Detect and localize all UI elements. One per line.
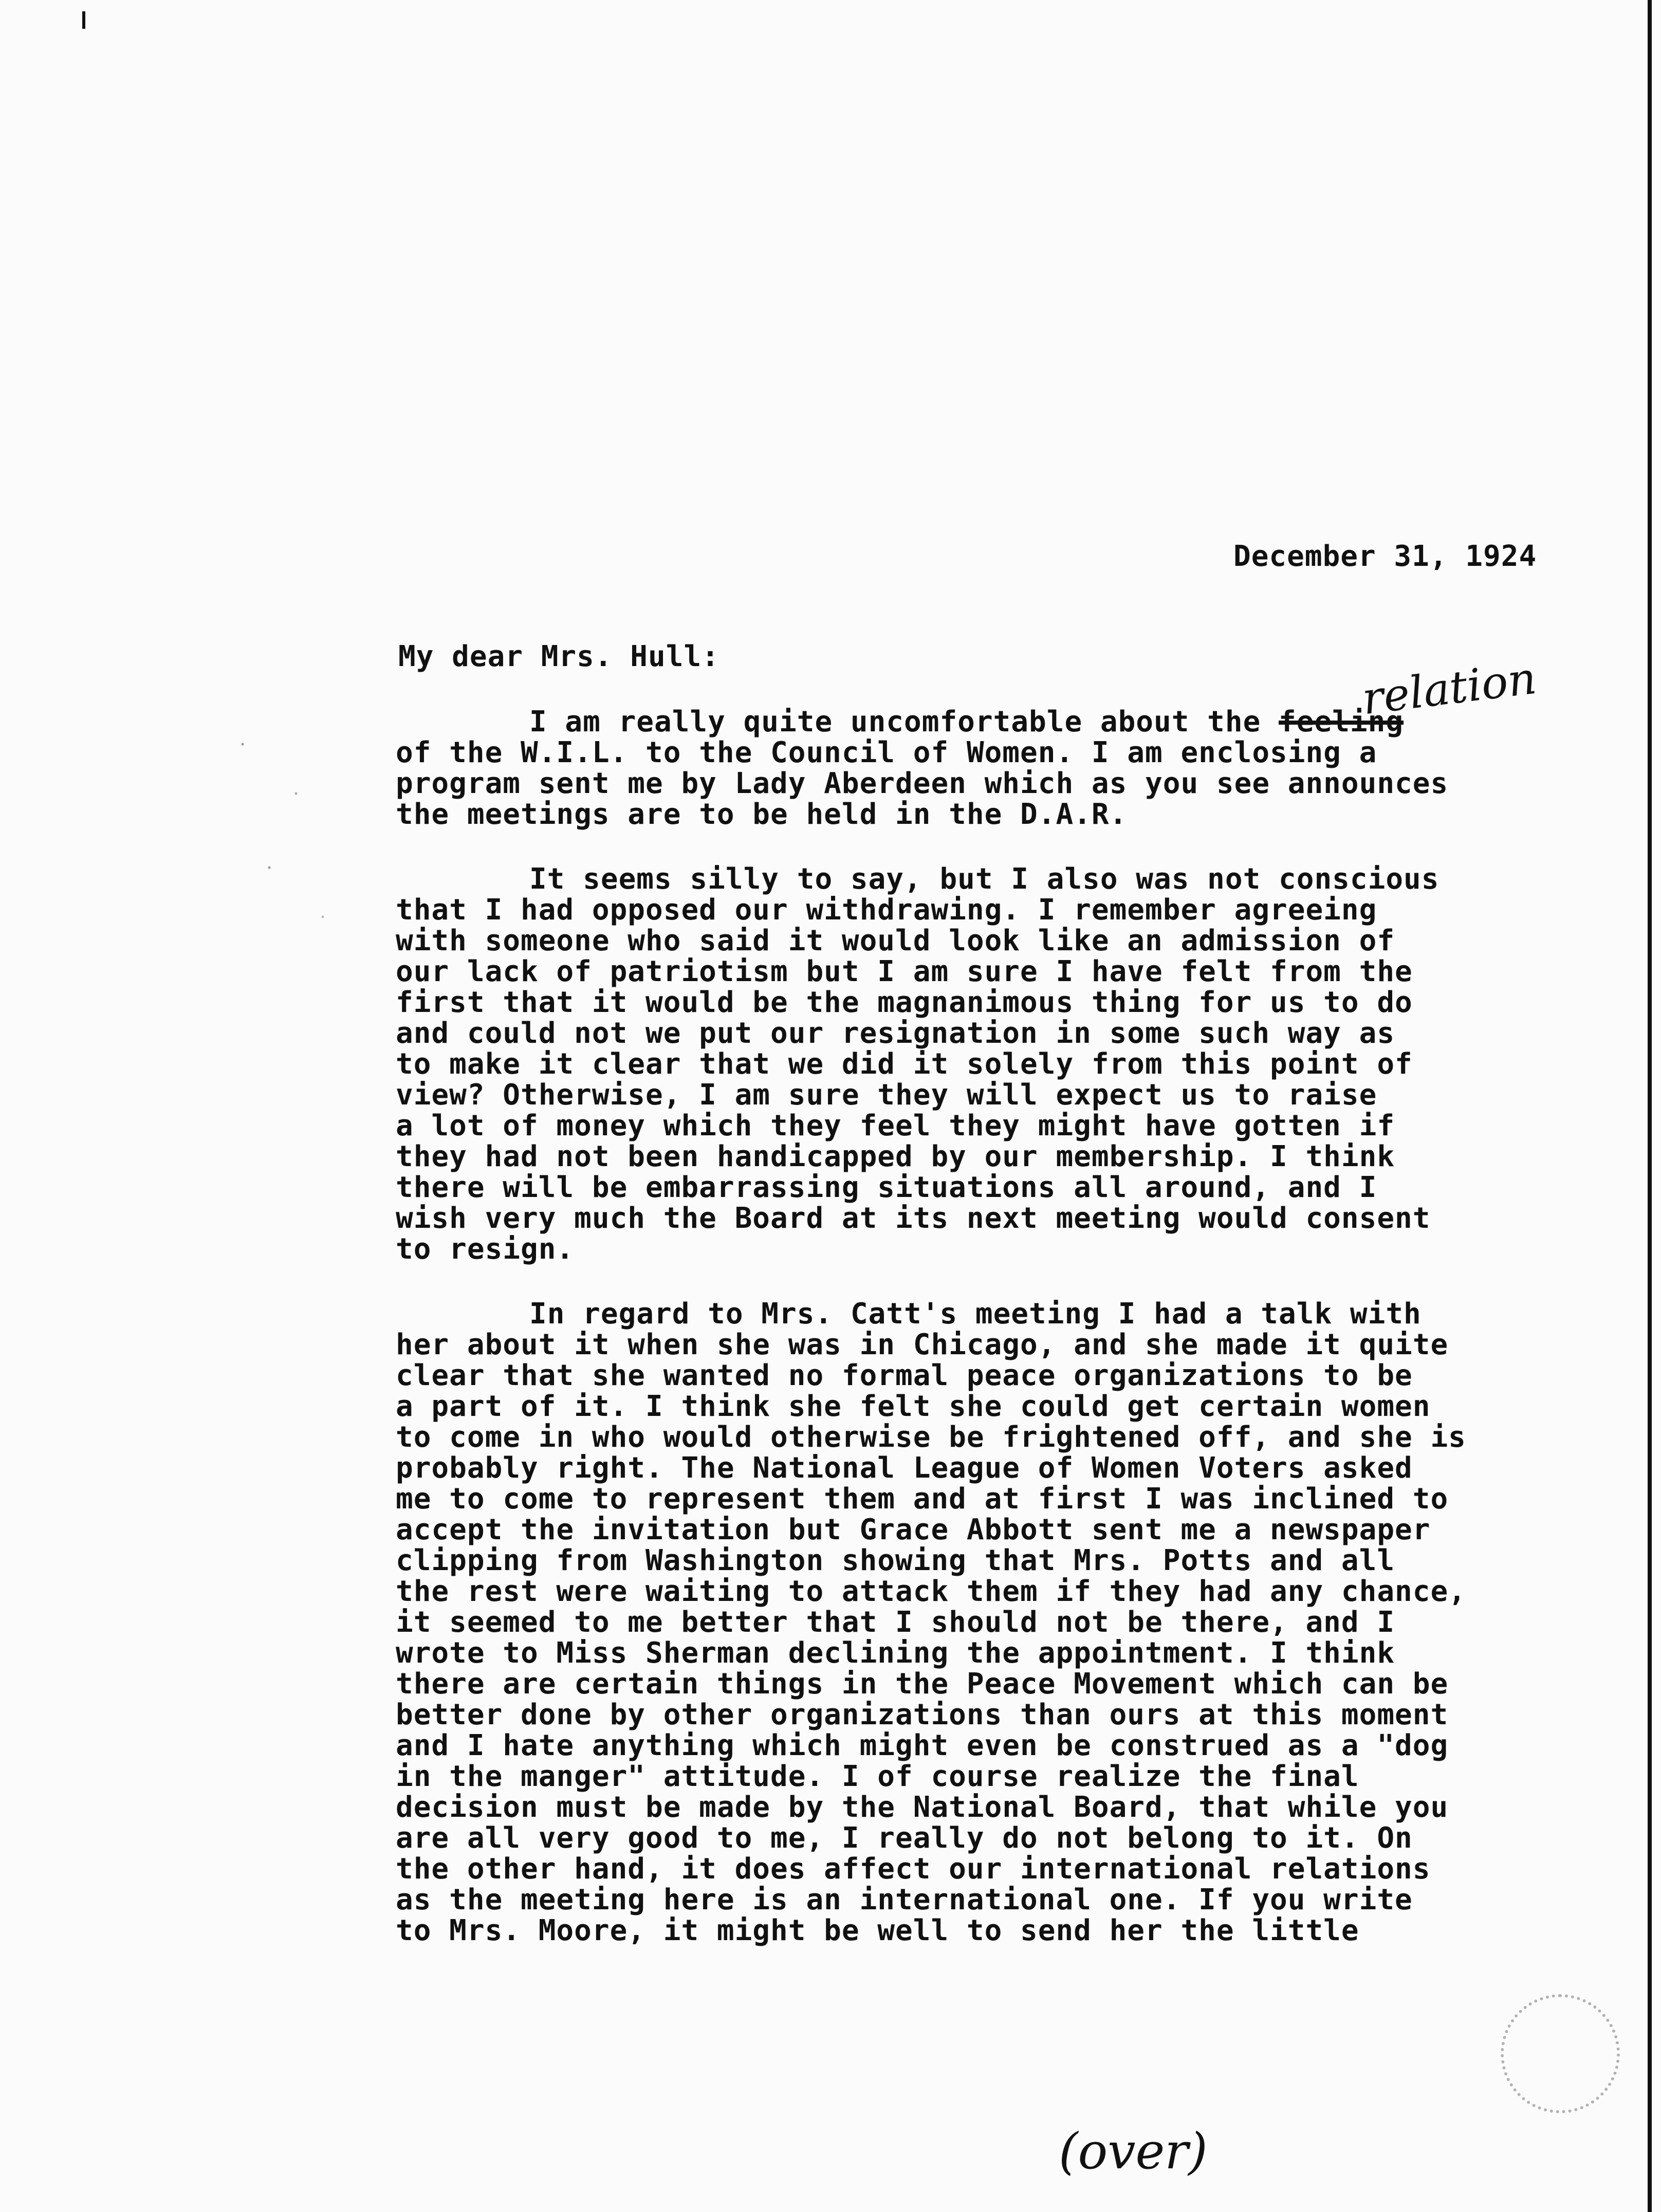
- paragraph-3-rest: her about it when she was in Chicago, and she made it quite clear that she wanted no formal peace organizations to be a part of it. I think she felt she could get certain women to come in who would otherwise be frightened off, and she is probably right. The National League of Women Voters asked me to come to represent them and at first I was inclined to accept the invitation but Grace Abbott sent me a newspaper clipping from Washington showing that Mrs. Potts and all the rest were waiting to attack them if they had any chance, it seemed to me better that I should not be there, and I wrote to Miss Sherman declining the appointment. I think there are certain things in the Peace Movement which can be better done by other organizations than ours at this moment and I hate anything which might even be construed as a "dog in the manger" attitude. I of course realize the final decision must be made by the National Board, that while you are all very good to me, I really do not belong to it. On the other hand, it does affect our international relations as the meeting here is an international one. If you write to Mrs. Moore, it might be well to send her the little: [396, 1328, 1466, 1947]
- letter-body: [396, 707, 1567, 1980]
- margin-specks: [216, 720, 349, 966]
- paragraph-3: [396, 1299, 1567, 1946]
- paragraph-2-first: It seems silly to say, but I also was not conscious: [529, 862, 1439, 896]
- paragraph-1: [396, 707, 1567, 830]
- page-edge: [1648, 0, 1652, 2212]
- paragraph-1-first: I am really quite uncomfortable about the: [529, 705, 1279, 739]
- faint-stamp: [1501, 1994, 1620, 2113]
- corner-mark: [82, 11, 85, 29]
- handwritten-over-note: (over): [1059, 2123, 1208, 2180]
- handwritten-insertion: relation: [1359, 652, 1539, 725]
- paragraph-3-first: In regard to Mrs. Catt's meeting I had a talk with: [529, 1297, 1422, 1331]
- paragraph-2-rest: that I had opposed our withdrawing. I remember agreeing with someone who said it would look like an admission of our lack of patriotism but I am sure I have felt from the first that it would be the magnanimous thing for us to do and could not we put our resignation in some such way as to make it clear that we did it solely from this point of view? Otherwise, I am sure they will expect us to raise a lot of money which they feel they might have gotten if they had not been handicapped by our membership. I think there will be embarrassing situations all around, and I wish very much the Board at its next meeting would consent to resign.: [396, 893, 1431, 1266]
- struck-word: feeling: [1279, 705, 1404, 739]
- salutation: My dear Mrs. Hull:: [398, 640, 719, 673]
- letter-date: December 31, 1924: [1233, 540, 1537, 573]
- paragraph-1-rest: of the W.I.L. to the Council of Women. I am enclosing a program sent me by Lady Aberdeen which as you see announces the meetings are to be held in the D.A.R.: [396, 736, 1449, 831]
- paragraph-2: [396, 864, 1567, 1265]
